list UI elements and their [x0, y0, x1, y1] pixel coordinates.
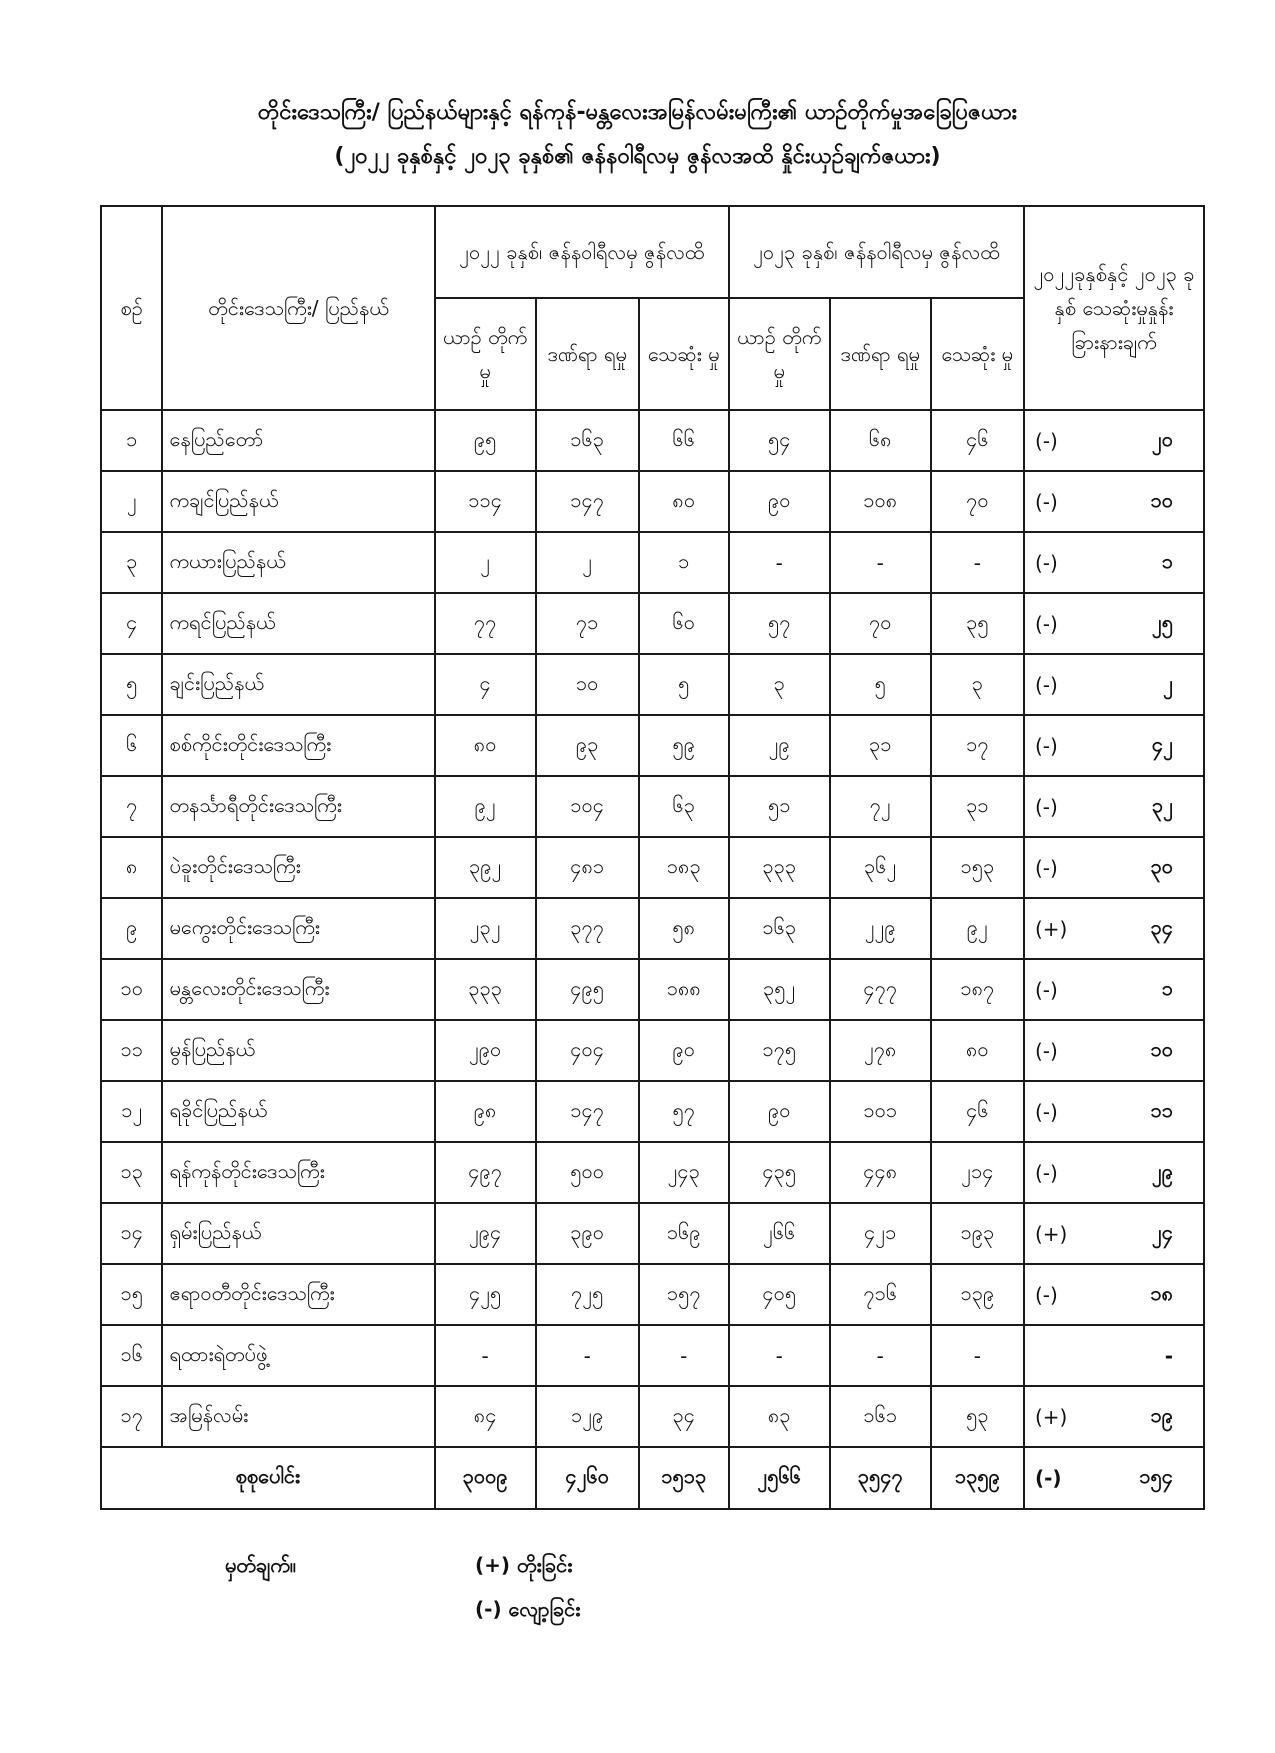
- header-region: တိုင်းဒေသကြီး/ ပြည်နယ်: [162, 206, 434, 410]
- serial-cell: ၁၅: [101, 1264, 162, 1325]
- death-difference-cell: [1024, 654, 1204, 715]
- total-difference-sign: (-): [1034, 1466, 1062, 1490]
- deaths-2022-cell: ၁၅၇: [639, 1264, 729, 1325]
- injured-2023-cell: ၇၀: [830, 593, 931, 654]
- death-difference-cell: [1024, 410, 1204, 471]
- region-name-cell: ကယားပြည်နယ်: [162, 532, 434, 593]
- deaths-2022-cell: ၈၀: [639, 471, 729, 532]
- accident-comparison-table: [100, 205, 1205, 1510]
- difference-value: ၁၀: [1150, 1036, 1173, 1061]
- injured-2023-cell: ၅: [830, 654, 931, 715]
- total-accidents-2023: ၂၅၆၆: [729, 1447, 830, 1509]
- accidents-2023-cell: ၁၇၅: [729, 1020, 830, 1081]
- difference-value: -: [1164, 1343, 1173, 1368]
- injured-2022-cell: ၄၈၁: [536, 837, 639, 898]
- death-difference-cell: [1024, 1325, 1204, 1386]
- accidents-2022-cell: ၂: [435, 532, 536, 593]
- total-difference-value: ၁၅၄: [1139, 1464, 1173, 1488]
- table-row: [101, 1325, 1204, 1386]
- injured-2022-cell: ၁၀: [536, 654, 639, 715]
- table-row: [101, 410, 1204, 471]
- serial-cell: ၁: [101, 410, 162, 471]
- deaths-2023-cell: ၇၀: [931, 471, 1024, 532]
- injured-2022-cell: ၃၉၀: [536, 1203, 639, 1264]
- total-difference: [1024, 1447, 1204, 1509]
- deaths-2022-cell: ၅: [639, 654, 729, 715]
- deaths-2023-cell: -: [931, 1325, 1024, 1386]
- injured-2022-cell: ၁၂၉: [536, 1386, 639, 1447]
- accidents-2023-cell: ၄၀၅: [729, 1264, 830, 1325]
- accidents-2022-cell: ၂၃၂: [435, 898, 536, 959]
- accidents-2022-cell: ၂၉၄: [435, 1203, 536, 1264]
- region-name-cell: ရှမ်းပြည်နယ်: [162, 1203, 434, 1264]
- deaths-2023-cell: ၃၁: [931, 776, 1024, 837]
- injured-2023-cell: ၁၀၁: [830, 1081, 931, 1142]
- difference-value: ၁၀: [1150, 487, 1173, 512]
- deaths-2022-cell: ၆၀: [639, 593, 729, 654]
- accidents-2023-cell: ၈၃: [729, 1386, 830, 1447]
- note-decrease: (-) လျော့ခြင်း: [475, 1597, 581, 1621]
- death-difference-cell: [1024, 959, 1204, 1020]
- difference-value: ၃၄: [1150, 914, 1173, 939]
- difference-sign: (-): [1034, 855, 1058, 880]
- difference-value: ၁၈: [1150, 1280, 1173, 1305]
- serial-cell: ၁၂: [101, 1081, 162, 1142]
- region-name-cell: နေပြည်တော်: [162, 410, 434, 471]
- serial-cell: ၃: [101, 532, 162, 593]
- deaths-2022-cell: ၅၈: [639, 898, 729, 959]
- difference-sign: (+): [1034, 916, 1068, 941]
- serial-cell: ၈: [101, 837, 162, 898]
- difference-sign: (-): [1034, 550, 1058, 575]
- difference-sign: (-): [1034, 733, 1058, 758]
- region-name-cell: ရထားရဲတပ်ဖွဲ့: [162, 1325, 434, 1386]
- death-difference-cell: [1024, 471, 1204, 532]
- header-year-2022: ၂၀၂၂ ခုနှစ်၊ ဇန်နဝါရီလမှ ဇွန်လထိ: [435, 206, 729, 298]
- region-name-cell: ကချင်ပြည်နယ်: [162, 471, 434, 532]
- accidents-2023-cell: ၅၁: [729, 776, 830, 837]
- document-title: တိုင်းဒေသကြီး/ ပြည်နယ်များနှင့် ရန်ကုန်-မန္တလေးအမြန်လမ်းမကြီး၏ ယာဉ်တိုက်မှုအခြေပြဇယား: [257, 100, 1018, 125]
- difference-value: ၃၀: [1150, 853, 1173, 878]
- death-difference-cell: [1024, 837, 1204, 898]
- death-difference-cell: [1024, 1386, 1204, 1447]
- death-difference-cell: [1024, 715, 1204, 776]
- death-difference-cell: [1024, 1020, 1204, 1081]
- deaths-2023-cell: ၈၀: [931, 1020, 1024, 1081]
- deaths-2023-cell: ၁၃၉: [931, 1264, 1024, 1325]
- accidents-2023-cell: ၂၆၆: [729, 1203, 830, 1264]
- difference-sign: (-): [1034, 611, 1058, 636]
- region-name-cell: ပဲခူးတိုင်းဒေသကြီး: [162, 837, 434, 898]
- injured-2022-cell: ၄၉၅: [536, 959, 639, 1020]
- difference-value: ၂၅: [1151, 609, 1173, 634]
- accidents-2023-cell: ၃၅၂: [729, 959, 830, 1020]
- injured-2023-cell: -: [830, 1325, 931, 1386]
- accidents-2023-cell: ၅၄: [729, 410, 830, 471]
- deaths-2022-cell: ၁: [639, 532, 729, 593]
- accidents-2022-cell: ၄: [435, 654, 536, 715]
- difference-value: ၁: [1161, 548, 1173, 573]
- accidents-2022-cell: ၄၉၇: [435, 1142, 536, 1203]
- death-difference-cell: [1024, 776, 1204, 837]
- deaths-2022-cell: ၆၆: [639, 410, 729, 471]
- difference-sign: (+): [1034, 1404, 1068, 1429]
- injured-2023-cell: ၁၀၈: [830, 471, 931, 532]
- table-row: [101, 1081, 1204, 1142]
- accidents-2023-cell: ၂၉: [729, 715, 830, 776]
- injured-2023-cell: ၄၄၈: [830, 1142, 931, 1203]
- notes-label: မှတ်ချက်။: [225, 1553, 296, 1577]
- total-injured-2022: ၄၂၆၀: [536, 1447, 639, 1509]
- table-row: [101, 654, 1204, 715]
- total-row: [101, 1447, 1204, 1509]
- region-name-cell: ချင်းပြည်နယ်: [162, 654, 434, 715]
- deaths-2022-cell: ၅၇: [639, 1081, 729, 1142]
- injured-2022-cell: ၄၀၄: [536, 1020, 639, 1081]
- total-deaths-2022: ၁၅၁၃: [639, 1447, 729, 1509]
- accidents-2023-cell: ၁၆၃: [729, 898, 830, 959]
- difference-sign: (-): [1034, 672, 1058, 697]
- accidents-2023-cell: ၉၀: [729, 1081, 830, 1142]
- accidents-2022-cell: ၉၈: [435, 1081, 536, 1142]
- total-deaths-2023: ၁၃၅၉: [931, 1447, 1024, 1509]
- deaths-2022-cell: ၉၀: [639, 1020, 729, 1081]
- deaths-2023-cell: ၁၇: [931, 715, 1024, 776]
- difference-sign: (-): [1034, 1099, 1058, 1124]
- table-row: [101, 715, 1204, 776]
- deaths-2023-cell: ၄၆: [931, 1081, 1024, 1142]
- accidents-2023-cell: -: [729, 532, 830, 593]
- death-difference-cell: [1024, 1142, 1204, 1203]
- deaths-2023-cell: ၃၅: [931, 593, 1024, 654]
- accidents-2022-cell: ၃၃၃: [435, 959, 536, 1020]
- difference-sign: (-): [1034, 1038, 1058, 1063]
- difference-value: ၂၉: [1151, 1158, 1173, 1183]
- table-row: [101, 776, 1204, 837]
- header-accidents-2022: ယာဉ် တိုက်မှု: [435, 298, 536, 410]
- accidents-2022-cell: ၈၀: [435, 715, 536, 776]
- death-difference-cell: [1024, 532, 1204, 593]
- table-row: [101, 1264, 1204, 1325]
- header-accidents-2023: ယာဉ် တိုက်မှု: [729, 298, 830, 410]
- table-row: [101, 1386, 1204, 1447]
- injured-2022-cell: ၁၆၃: [536, 410, 639, 471]
- injured-2023-cell: ၇၁၆: [830, 1264, 931, 1325]
- accidents-2022-cell: ၉၅: [435, 410, 536, 471]
- deaths-2023-cell: ၁၅၃: [931, 837, 1024, 898]
- deaths-2023-cell: ၁၈၇: [931, 959, 1024, 1020]
- region-name-cell: ရခိုင်ပြည်နယ်: [162, 1081, 434, 1142]
- injured-2023-cell: ၄၂၁: [830, 1203, 931, 1264]
- accidents-2023-cell: ၃၃၃: [729, 837, 830, 898]
- accidents-2023-cell: ၃: [729, 654, 830, 715]
- difference-sign: (-): [1034, 489, 1058, 514]
- accidents-2022-cell: -: [435, 1325, 536, 1386]
- difference-value: ၂: [1163, 670, 1173, 695]
- serial-cell: ၄: [101, 593, 162, 654]
- death-difference-cell: [1024, 1081, 1204, 1142]
- region-name-cell: ကရင်ပြည်နယ်: [162, 593, 434, 654]
- header-year-2023: ၂၀၂၃ ခုနှစ်၊ ဇန်နဝါရီလမှ ဇွန်လထိ: [729, 206, 1024, 298]
- serial-cell: ၉: [101, 898, 162, 959]
- region-name-cell: ရန်ကုန်တိုင်းဒေသကြီး: [162, 1142, 434, 1203]
- difference-sign: (-): [1034, 1160, 1058, 1185]
- serial-cell: ၁၃: [101, 1142, 162, 1203]
- deaths-2022-cell: ၁၈၃: [639, 837, 729, 898]
- injured-2022-cell: -: [536, 1325, 639, 1386]
- deaths-2022-cell: ၁၈၈: [639, 959, 729, 1020]
- injured-2023-cell: ၁၆၁: [830, 1386, 931, 1447]
- accidents-2022-cell: ၃၉၂: [435, 837, 536, 898]
- region-name-cell: မကွေးတိုင်းဒေသကြီး: [162, 898, 434, 959]
- death-difference-cell: [1024, 898, 1204, 959]
- deaths-2023-cell: ၄၆: [931, 410, 1024, 471]
- serial-cell: ၁၁: [101, 1020, 162, 1081]
- injured-2022-cell: ၅၀၀: [536, 1142, 639, 1203]
- total-accidents-2022: ၃၀၀၉: [435, 1447, 536, 1509]
- table-row: [101, 471, 1204, 532]
- deaths-2022-cell: ၆၃: [639, 776, 729, 837]
- difference-sign: (-): [1034, 794, 1058, 819]
- table-row: [101, 837, 1204, 898]
- table-row: [101, 593, 1204, 654]
- deaths-2023-cell: ၁၉၃: [931, 1203, 1024, 1264]
- difference-sign: (-): [1034, 428, 1058, 453]
- deaths-2023-cell: ၃: [931, 654, 1024, 715]
- deaths-2022-cell: ၅၉: [639, 715, 729, 776]
- difference-value: ၃၂: [1151, 792, 1173, 817]
- serial-cell: ၅: [101, 654, 162, 715]
- total-label: စုစုပေါင်း: [101, 1447, 435, 1509]
- injured-2022-cell: ၁၀၄: [536, 776, 639, 837]
- deaths-2023-cell: ၂၁၄: [931, 1142, 1024, 1203]
- death-difference-cell: [1024, 593, 1204, 654]
- region-name-cell: မွန်ပြည်နယ်: [162, 1020, 434, 1081]
- accidents-2022-cell: ၁၁၄: [435, 471, 536, 532]
- injured-2022-cell: ၁၄၇: [536, 1081, 639, 1142]
- difference-value: ၂၀: [1151, 426, 1173, 451]
- serial-cell: ၁၆: [101, 1325, 162, 1386]
- total-injured-2023: ၃၅၄၇: [830, 1447, 931, 1509]
- difference-value: ၄၂: [1151, 731, 1173, 756]
- injured-2022-cell: ၁၄၇: [536, 471, 639, 532]
- injured-2023-cell: -: [830, 532, 931, 593]
- injured-2023-cell: ၃၁: [830, 715, 931, 776]
- injured-2023-cell: ၇၂: [830, 776, 931, 837]
- serial-cell: ၁၇: [101, 1386, 162, 1447]
- region-name-cell: စစ်ကိုင်းတိုင်းဒေသကြီး: [162, 715, 434, 776]
- table-row: [101, 1020, 1204, 1081]
- accidents-2023-cell: ၅၇: [729, 593, 830, 654]
- accidents-2022-cell: ၂၉၀: [435, 1020, 536, 1081]
- header-serial: စဉ်: [101, 206, 162, 410]
- difference-sign: (-): [1034, 1282, 1058, 1307]
- injured-2023-cell: ၄၇၇: [830, 959, 931, 1020]
- table-row: [101, 532, 1204, 593]
- deaths-2022-cell: -: [639, 1325, 729, 1386]
- header-injured-2022: ဒဏ်ရာ ရမှု: [536, 298, 639, 410]
- serial-cell: ၆: [101, 715, 162, 776]
- deaths-2022-cell: ၂၄၃: [639, 1142, 729, 1203]
- injured-2022-cell: ၃၇၇: [536, 898, 639, 959]
- difference-value: ၂၄: [1151, 1219, 1173, 1244]
- header-deaths-2022: သေဆုံး မှု: [639, 298, 729, 410]
- injured-2022-cell: ၂: [536, 532, 639, 593]
- injured-2023-cell: ၃၆၂: [830, 837, 931, 898]
- accidents-2023-cell: ၉၀: [729, 471, 830, 532]
- header-death-difference: ၂၀၂၂ခုနှစ်နှင့် ၂၀၂၃ ခုနှစ် သေဆုံးမှုနှုန်း ခြားနားချက်: [1024, 206, 1204, 410]
- accidents-2022-cell: ၄၂၅: [435, 1264, 536, 1325]
- difference-sign: (-): [1034, 977, 1058, 1002]
- accidents-2022-cell: ၈၄: [435, 1386, 536, 1447]
- region-name-cell: ဧရာဝတီတိုင်းဒေသကြီး: [162, 1264, 434, 1325]
- injured-2022-cell: ၉၃: [536, 715, 639, 776]
- difference-value: ၁: [1161, 975, 1173, 1000]
- region-name-cell: အမြန်လမ်း: [162, 1386, 434, 1447]
- table-row: [101, 1142, 1204, 1203]
- difference-sign: (+): [1034, 1221, 1068, 1246]
- deaths-2022-cell: ၃၄: [639, 1386, 729, 1447]
- injured-2023-cell: ၆၈: [830, 410, 931, 471]
- region-name-cell: မန္တလေးတိုင်းဒေသကြီး: [162, 959, 434, 1020]
- accidents-2023-cell: ၄၃၅: [729, 1142, 830, 1203]
- injured-2022-cell: ၇၂၅: [536, 1264, 639, 1325]
- header-injured-2023: ဒဏ်ရာ ရမှု: [830, 298, 931, 410]
- injured-2023-cell: ၂၇၈: [830, 1020, 931, 1081]
- accidents-2022-cell: ၉၂: [435, 776, 536, 837]
- document-subtitle: (၂၀၂၂ ခုနှစ်နှင့် ၂၀၂၃ ခုနှစ်၏ ဇန်နဝါရီလမှ ဇွန်လအထိ နှိုင်းယှဉ်ချက်ဇယား): [334, 144, 941, 169]
- region-name-cell: တနင်္သာရီတိုင်းဒေသကြီး: [162, 776, 434, 837]
- serial-cell: ၁၀: [101, 959, 162, 1020]
- table-row: [101, 1203, 1204, 1264]
- serial-cell: ၂: [101, 471, 162, 532]
- death-difference-cell: [1024, 1203, 1204, 1264]
- accidents-2023-cell: -: [729, 1325, 830, 1386]
- serial-cell: ၇: [101, 776, 162, 837]
- serial-cell: ၁၄: [101, 1203, 162, 1264]
- table-row: [101, 898, 1204, 959]
- difference-value: ၁၉: [1150, 1402, 1173, 1427]
- accidents-2022-cell: ၇၇: [435, 593, 536, 654]
- deaths-2023-cell: ၉၂: [931, 898, 1024, 959]
- deaths-2023-cell: ၅၃: [931, 1386, 1024, 1447]
- difference-value: ၁၁: [1150, 1097, 1173, 1122]
- injured-2022-cell: ၇၁: [536, 593, 639, 654]
- table-row: [101, 959, 1204, 1020]
- deaths-2022-cell: ၁၆၉: [639, 1203, 729, 1264]
- injured-2023-cell: ၂၂၉: [830, 898, 931, 959]
- deaths-2023-cell: -: [931, 532, 1024, 593]
- death-difference-cell: [1024, 1264, 1204, 1325]
- note-increase: (+) တိုးခြင်း: [475, 1553, 573, 1577]
- header-deaths-2023: သေဆုံး မှု: [931, 298, 1024, 410]
